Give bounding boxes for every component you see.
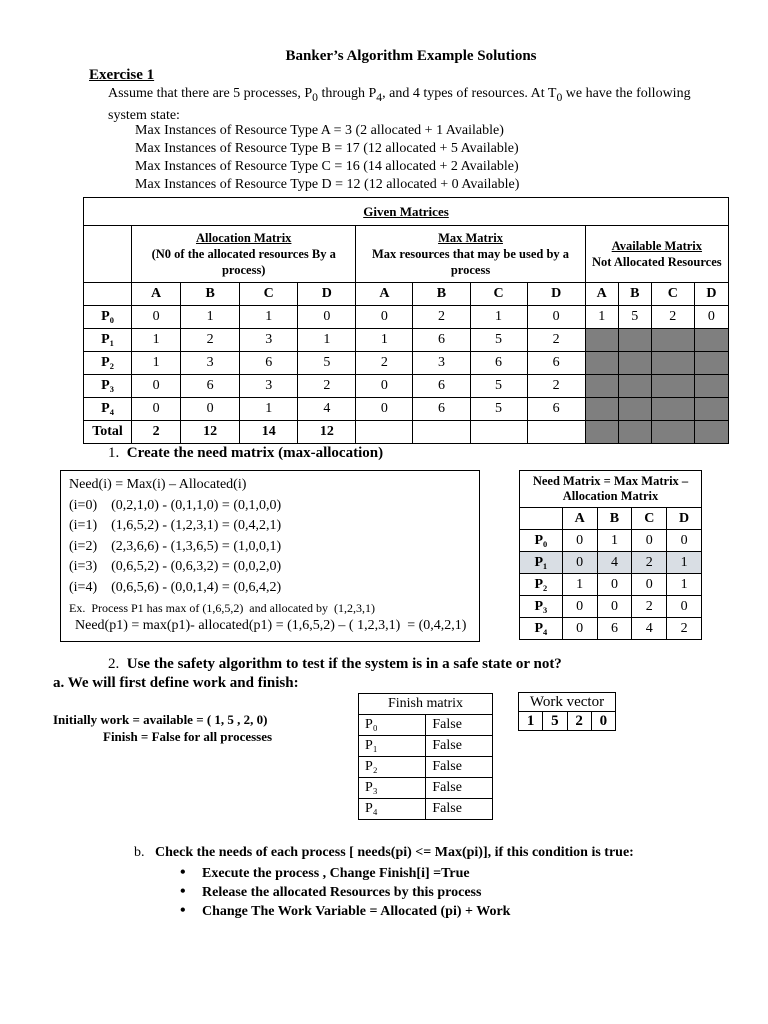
max-instance-line: Max Instances of Resource Type D = 12 (12 allocated + 0 Available) — [135, 177, 520, 192]
process-label: P₃ — [520, 596, 563, 618]
need-calc-line: (i=2) (2,3,6,6) - (1,3,6,5) = (1,0,0,1) — [69, 538, 282, 554]
table-row: P₃ 0 6 3 2 0 6 5 2 — [84, 375, 729, 398]
bullet-list — [178, 864, 510, 921]
available-value: 0 — [694, 306, 728, 329]
available-value: 2 — [651, 306, 694, 329]
work-vector-title: Work vector — [519, 693, 616, 712]
work-vector-table: Work vector 1 5 2 0 — [518, 692, 616, 731]
available-value: 5 — [618, 306, 651, 329]
step-1-heading: 1. Create the need matrix (max-allocation) — [108, 445, 384, 461]
column-header: C — [240, 283, 298, 306]
process-label: P₃ — [84, 375, 132, 398]
max-instance-line: Max Instances of Resource Type A = 3 (2 allocated + 1 Available) — [135, 123, 504, 138]
given-matrices-title: Given Matrices — [363, 203, 449, 219]
need-calc-line: (i=1) (1,6,5,2) - (1,2,3,1) = (0,4,2,1) — [69, 518, 282, 533]
process-label: P₁ — [359, 736, 426, 757]
column-header: A — [356, 283, 413, 306]
finish-matrix-table — [358, 693, 493, 820]
need-matrix-title: Need Matrix = Max Matrix – Allocation Matrix — [520, 471, 702, 508]
table-row: P₂ 1 0 0 1 — [520, 574, 702, 596]
list-item: • Change The Work Variable = Allocated (pi) + Work — [178, 902, 510, 921]
total-label: Total — [84, 421, 132, 444]
process-label: P₂ — [520, 574, 563, 596]
table-row: P₄ False — [359, 799, 493, 820]
process-label: P₄ — [359, 799, 426, 820]
table-row: P₂ 1 3 6 5 2 3 6 6 — [84, 352, 729, 375]
process-label: P₂ — [359, 757, 426, 778]
process-label: P₀ — [520, 530, 563, 552]
column-header: C — [470, 283, 527, 306]
process-label: P₃ — [359, 778, 426, 799]
column-header: A — [585, 283, 618, 306]
column-header: A — [562, 508, 597, 530]
process-label: P₀ — [84, 306, 132, 329]
max-instances-list — [135, 122, 519, 194]
list-item: • Release the allocated Resources by this process — [178, 883, 510, 902]
need-calc-line: (i=0) (0,2,1,0) - (0,1,1,0) = (0,1,0,0) — [69, 497, 282, 513]
table-row: P₀ 0 1 0 0 — [520, 530, 702, 552]
need-example: Ex. Process P1 has max of (1,6,5,2) and allocated by (1,2,3,1) — [69, 601, 375, 615]
max-instance-line: Max Instances of Resource Type B = 17 (12 allocated + 5 Available) — [135, 141, 519, 156]
table-row: P₀ False — [359, 715, 493, 736]
process-label: P₁ — [84, 329, 132, 352]
need-calculation-box — [60, 470, 480, 642]
list-item: • Execute the process , Change Finish[i] =True — [178, 864, 510, 883]
column-header: D — [667, 508, 702, 530]
allocation-header: Allocation Matrix (N0 of the allocated resources By a process) — [132, 226, 356, 283]
exercise-heading: Exercise 1 — [89, 67, 155, 83]
table-row: P₁ 1 2 3 1 1 6 5 2 — [84, 329, 729, 352]
step-a-heading: a. We will first define work and finish: — [53, 675, 299, 691]
column-header: D — [527, 283, 585, 306]
table-row: P₁ False — [359, 736, 493, 757]
table-row: P₃ False — [359, 778, 493, 799]
process-label: P₀ — [359, 715, 426, 736]
intro-paragraph: Assume that there are 5 processes, $P_0$ through $P_4$, and 4 types of resources. At $T_0$ we have the following system state: — [108, 86, 691, 123]
max-header: Max Matrix Max resources that may be used by a process — [356, 226, 585, 283]
need-matrix-table — [519, 470, 702, 640]
max-instance-line: Max Instances of Resource Type C = 16 (14 allocated + 2 Available) — [135, 159, 519, 174]
table-row-highlighted: P₁ 0 4 2 1 — [520, 552, 702, 574]
column-header: C — [651, 283, 694, 306]
column-header: B — [413, 283, 470, 306]
need-calc-line: (i=4) (0,6,5,6) - (0,0,1,4) = (0,6,4,2) — [69, 579, 282, 595]
step-b: b. Check the needs of each process [ needs(pi) <= Max(pi)], if this condition is true: — [134, 845, 634, 860]
finish-matrix-title: Finish matrix — [359, 694, 493, 715]
available-value: 1 — [585, 306, 618, 329]
need-example-result: Need(p1) = max(p1)- allocated(p1) = (1,6,5,2) – ( 1,2,3,1) = (0,4,2,1) — [75, 618, 467, 633]
process-label: P₄ — [84, 398, 132, 421]
step-2-heading: 2. Use the safety algorithm to test if the system is in a safe state or not? — [108, 656, 562, 672]
table-row: P₄ 0 6 4 2 — [520, 618, 702, 640]
page-title: Banker’s Algorithm Example Solutions — [285, 48, 537, 64]
table-row: P₄ 0 0 1 4 0 6 5 6 — [84, 398, 729, 421]
column-header: D — [298, 283, 356, 306]
process-label: P₁ — [520, 552, 563, 574]
table-row: P₃ 0 0 2 0 — [520, 596, 702, 618]
need-formula: Need(i) = Max(i) – Allocated(i) — [69, 477, 247, 492]
table-row: P₂ False — [359, 757, 493, 778]
init-work: Initially work = available = ( 1, 5 , 2, 0) — [53, 712, 268, 727]
column-header: B — [181, 283, 240, 306]
process-label: P₂ — [84, 352, 132, 375]
process-label: P₄ — [520, 618, 563, 640]
column-header: C — [632, 508, 667, 530]
need-calc-line: (i=3) (0,6,5,2) - (0,6,3,2) = (0,0,2,0) — [69, 559, 282, 574]
column-header: D — [694, 283, 728, 306]
column-header: B — [597, 508, 632, 530]
available-header: Available Matrix Not Allocated Resources — [585, 226, 728, 283]
total-row: Total 2 12 14 12 — [84, 421, 729, 444]
column-header: B — [618, 283, 651, 306]
given-matrices-table — [83, 197, 729, 444]
table-row: P₀ 0 1 1 0 0 2 1 0 1 5 2 0 — [84, 306, 729, 329]
init-finish: Finish = False for all processes — [103, 729, 273, 744]
column-header: A — [132, 283, 181, 306]
